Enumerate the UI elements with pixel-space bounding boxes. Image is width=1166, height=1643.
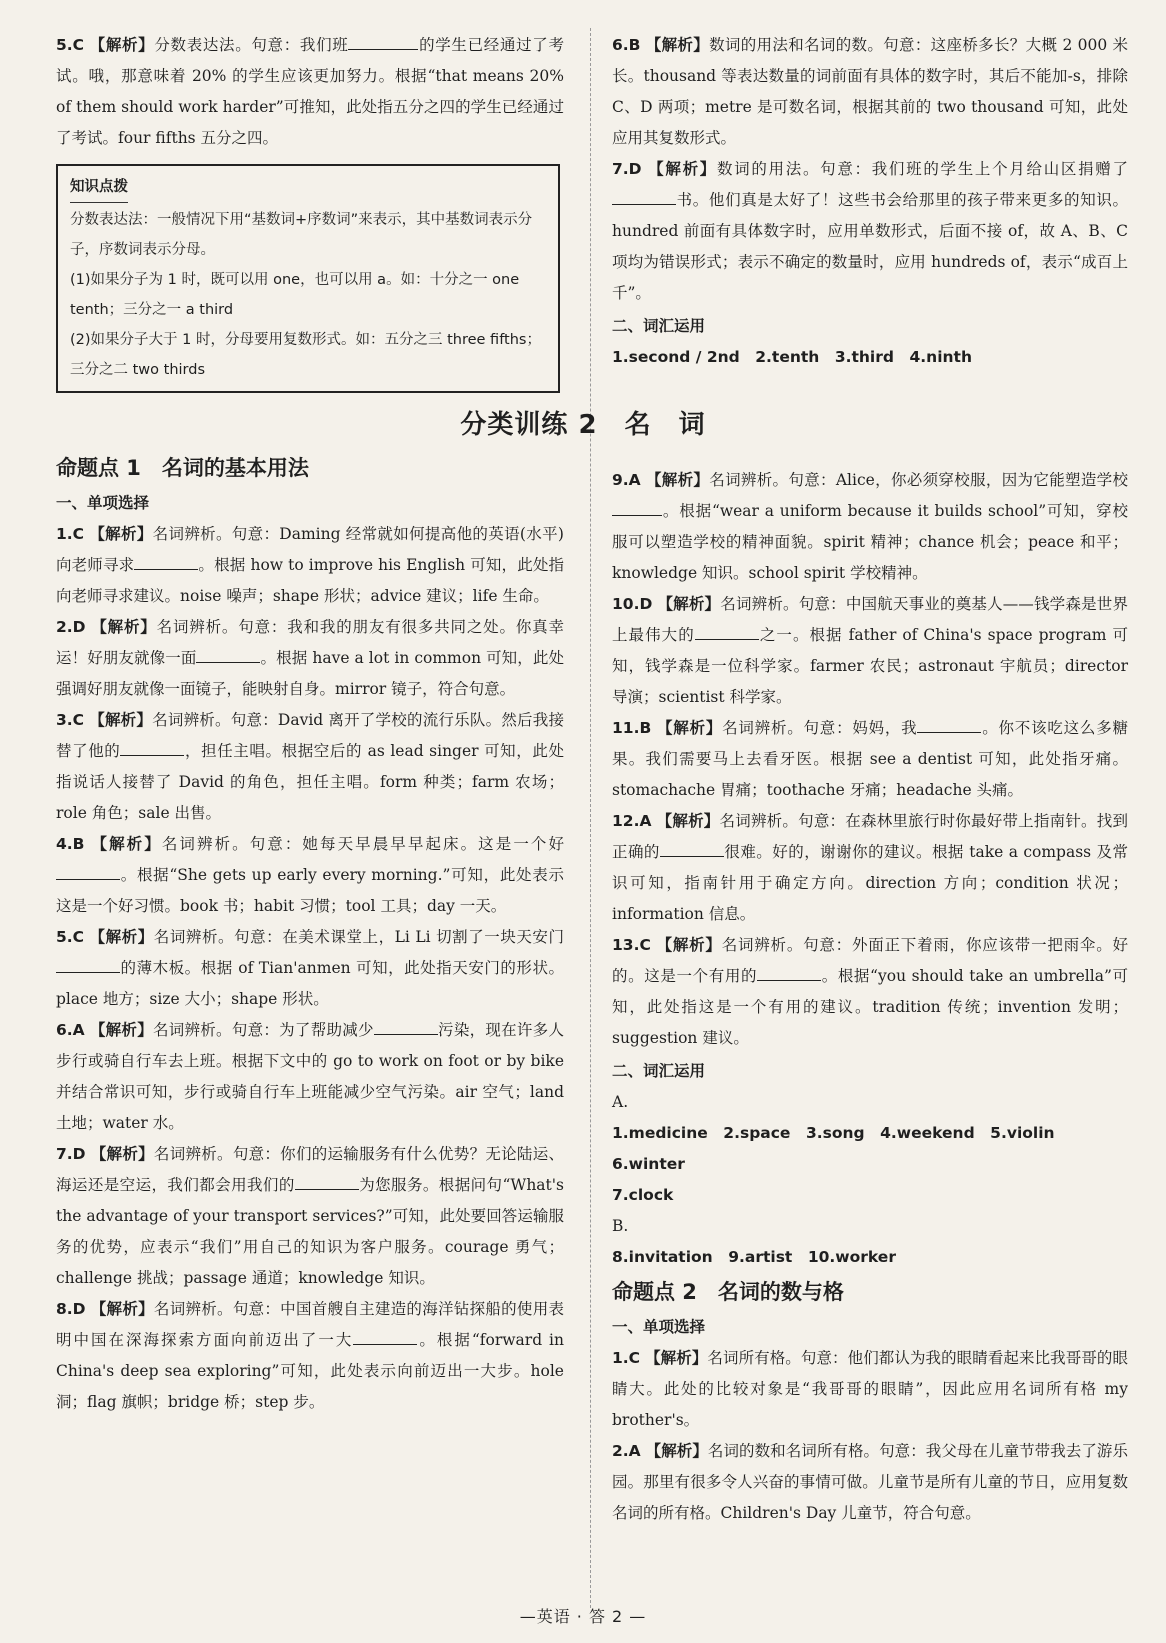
vocab-answers: 8.invitation 9.artist 10.worker <box>612 1248 896 1266</box>
answer-item: 6.A 【解析】名词辨析。句意：为了帮助减少 污染，现在许多人步行或骑自行车去上班。根据下文中的 go to work on foot or by bike 并结合常识可知，步行或骑自行车上班能减少空气污染。air 空气；land 土地；water 水。 <box>56 1015 564 1139</box>
answer-item: 8.D 【解析】名词辨析。句意：中国首艘自主建造的海洋钻探船的使用表明中国在深海探索方面向前迈出了一大 。根据“forward in China's deep sea exploring”可知，此处表示向前迈出一大步。hole 洞；flag 旗帜；bridge 桥；step 步。 <box>56 1300 564 1411</box>
topic-point-2: 命题点 2 名词的数与格 <box>612 1280 844 1304</box>
answer-item: 2.A 【解析】名词的数和名词所有格。句意：我父母在儿童节带我去了游乐园。那里有很多令人兴奋的事情可做。儿童节是所有儿童的节日，应用复数名词的所有格。Children's Day 儿童节，符合句意。 <box>612 1442 1128 1522</box>
tip-title: 知识点拨 <box>70 172 128 203</box>
section-heading-single-choice: 一、单项选择 <box>56 494 150 512</box>
left-column <box>56 30 564 1418</box>
section-heading-vocab: 二、词汇运用 <box>612 1062 706 1080</box>
part-label-b: B. <box>612 1217 629 1235</box>
answer-item: 2.D 【解析】名词辨析。句意：我和我的朋友有很多共同之处。你真幸运！好朋友就像一面 。根据 have a lot in common 可知，此处强调好朋友就像一面镜子，能映射自身。mirror 镜子，符合句意。 <box>56 618 564 698</box>
part-label-a: A. <box>612 1093 629 1111</box>
column-divider <box>590 28 591 1608</box>
answer-5c-fraction: 5.C 【解析】分数表达法。句意：我们班 的学生已经通过了考试。哦，那意味着 20% 的学生应该更加努力。根据“that means 20% of them should work harder”可推知，此处指五分之四的学生已经通过了考试。four fifths 五分之四。 <box>56 30 564 154</box>
vocab-answers: 1.medicine 2.space 3.song 4.weekend 5.violin 6.winter <box>612 1124 1071 1173</box>
answer-item: 1.C 【解析】名词辨析。句意：Daming 经常就如何提高他的英语(水平)向老师寻求 。根据 how to improve his English 可知，此处指向老师寻求建议。noise 噪声；shape 形状；advice 建议；life 生命。 <box>56 525 564 605</box>
answer-item: 4.B 【解析】名词辨析。句意：她每天早晨早早起床。这是一个好。根据“She gets up early every morning.”可知，此处表示这是一个好习惯。book 书；habit 习惯；tool 工具；day 一天。 <box>56 835 564 915</box>
answer-blank <box>348 31 418 50</box>
section-title: 分类训练 2 名 词 <box>460 410 706 440</box>
right-column <box>612 30 1128 1529</box>
tip-line: (2)如果分子大于 1 时，分母要用复数形式。如：五分之三 three fifths；三分之二 two thirds <box>70 332 541 378</box>
answer-item: 3.C 【解析】名词辨析。句意：David 离开了学校的流行乐队。然后我接替了他的 ，担任主唱。根据空后的 as lead singer 可知，此处指说话人接替了 David 的角色，担任主唱。form 种类；farm 农场；role 角色；sale 出售。 <box>56 711 564 822</box>
answer-item: 6.B 【解析】数词的用法和名词的数。句意：这座桥多长？大概 2 000 米长。thousand 等表达数量的词前面有具体的数字时，其后不能加-s，排除 C、D 两项；metre 是可数名词，根据其前的 two thousand 可知，此处应用其复数形式。 <box>612 36 1128 147</box>
tip-line: 分数表达法：一般情况下用“基数词+序数词”来表示，其中基数词表示分子，序数词表示分母。 <box>70 212 533 258</box>
answer-item: 11.B 【解析】名词辨析。句意：妈妈，我 。你不该吃这么多糖果。我们需要马上去看牙医。根据 see a dentist 可知，此处指牙痛。stomachache 胃痛；toothache 牙痛；headache 头痛。 <box>612 713 1128 806</box>
answer-item: 13.C 【解析】名词辨析。句意：外面正下着雨，你应该带一把雨伞。好的。这是一个有用的 。根据“you should take an umbrella”可知，此处指这是一个有用的建议。tradition 传统；invention 发明；suggestion 建议。 <box>612 936 1128 1047</box>
topic-point-1: 命题点 1 名词的基本用法 <box>56 456 309 480</box>
vocab-answers: 1.second / 2nd 2.tenth 3.third 4.ninth <box>612 348 972 366</box>
answer-item: 12.A 【解析】名词辨析。句意：在森林里旅行时你最好带上指南针。找到正确的 很难。好的，谢谢你的建议。根据 take a compass 及常识可知，指南针用于确定方向。direction 方向；condition 状况；information 信息。 <box>612 812 1128 923</box>
page-footer: —英语 · 答 2 — <box>519 1607 647 1626</box>
tip-line: (1)如果分子为 1 时，既可以用 one，也可以用 a。如：十分之一 one tenth；三分之一 a third <box>70 272 520 318</box>
vocab-answers: 7.clock <box>612 1186 674 1204</box>
answer-item: 10.D 【解析】名词辨析。句意：中国航天事业的奠基人——钱学森是世界上最伟大的 之一。根据 father of China's space program 可知，钱学森是一位科学家。farmer 农民；astronaut 宇航员；director 导演；scientist 科学家。 <box>612 595 1128 706</box>
answer-item: 7.D 【解析】名词辨析。句意：你们的运输服务有什么优势？无论陆运、海运还是空运，我们都会用我们的 为您服务。根据问句“What's the advantage of your transport services?”可知，此处要回答运输服务的优势，应表示“我们”用自己的知识为客户服务。courage 勇气；challenge 挑战；passage 通道；knowledge 知识。 <box>56 1145 564 1287</box>
section-heading-single-choice: 一、单项选择 <box>612 1318 706 1336</box>
knowledge-tip-box <box>56 164 560 393</box>
answer-item: 7.D 【解析】数词的用法。句意：我们班的学生上个月给山区捐赠了书。他们真是太好了！这些书会给那里的孩子带来更多的知识。hundred 前面有具体数字时，应用单数形式，后面不接 of，故 A、B、C 项均为错误形式；表示不确定的数量时，应用 hundreds of，表示“成百上千”。 <box>612 160 1128 302</box>
answer-item: 1.C 【解析】名词所有格。句意：他们都认为我的眼睛看起来比我哥哥的眼睛大。此处的比较对象是“我哥哥的眼睛”，因此应用名词所有格 my brother's。 <box>612 1349 1128 1429</box>
answer-item: 5.C 【解析】名词辨析。句意：在美术课堂上，Li Li 切割了一块天安门的薄木板。根据 of Tian'anmen 可知，此处指天安门的形状。place 地方；size 大小；shape 形状。 <box>56 928 564 1008</box>
section-heading-vocab: 二、词汇运用 <box>612 317 706 335</box>
answer-item: 9.A 【解析】名词辨析。句意：Alice，你必须穿校服，因为它能塑造学校。根据“wear a uniform because it builds school”可知，穿校服可以塑造学校的精神面貌。spirit 精神；chance 机会；peace 和平；knowledge 知识。school spirit 学校精神。 <box>612 471 1128 582</box>
